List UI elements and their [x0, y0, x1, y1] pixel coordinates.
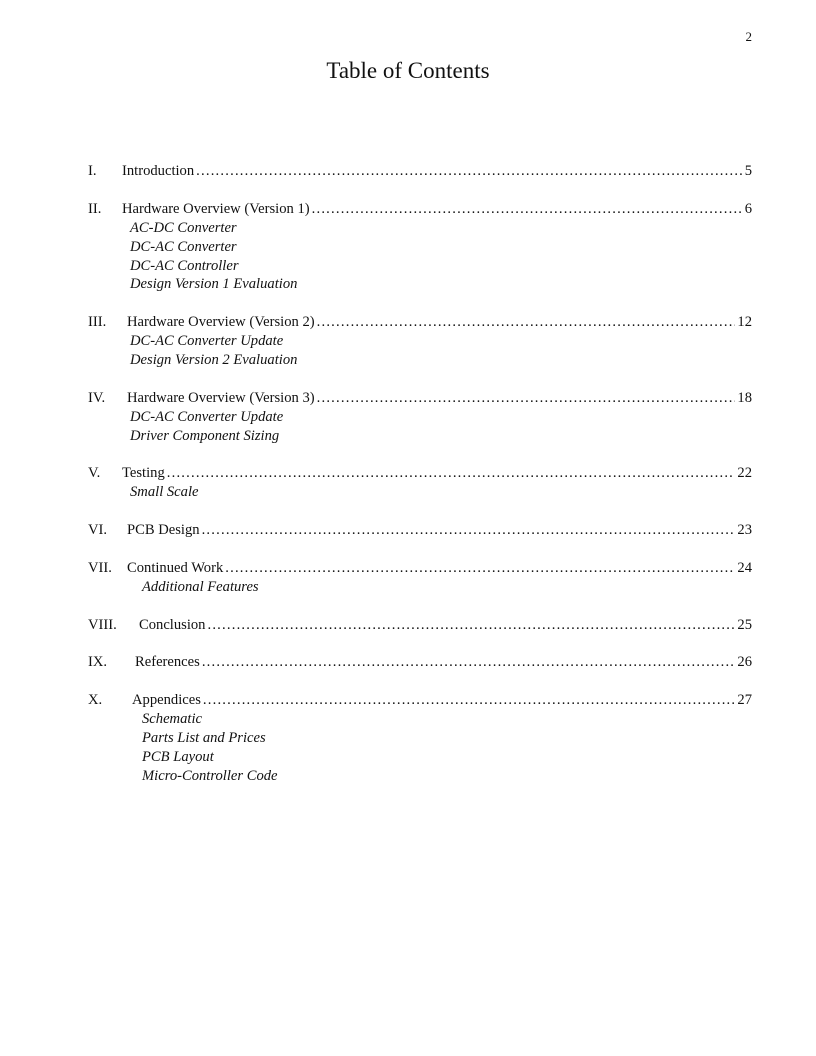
toc-section — [88, 653, 752, 672]
subsection-item[interactable]: Small Scale — [130, 484, 199, 501]
dot-leader — [207, 616, 735, 635]
subsection-item[interactable]: Schematic — [142, 711, 202, 728]
section-numeral: IX. — [88, 654, 108, 671]
section-page-number: 22 — [737, 465, 752, 482]
dot-leader — [167, 464, 736, 483]
toc-entry[interactable] — [88, 521, 752, 540]
section-page-number: 26 — [737, 654, 752, 671]
section-numeral: VIII. — [88, 616, 117, 633]
toc-entry[interactable] — [88, 389, 752, 408]
page-number: 2 — [745, 29, 752, 44]
section-title: Conclusion — [139, 616, 206, 633]
table-of-contents — [88, 162, 752, 805]
toc-section — [88, 691, 752, 786]
section-title: Hardware Overview (Version 2) — [127, 314, 315, 331]
dot-leader — [202, 653, 736, 672]
section-title: Appendices — [132, 692, 201, 709]
section-numeral: III. — [88, 314, 107, 331]
toc-section — [88, 200, 752, 295]
section-numeral: X. — [88, 692, 103, 709]
section-title: Continued Work — [127, 559, 224, 576]
toc-entry[interactable] — [88, 464, 752, 483]
toc-section — [88, 616, 752, 635]
toc-section — [88, 559, 752, 597]
section-numeral: IV. — [88, 389, 106, 406]
section-numeral: II. — [88, 200, 102, 217]
toc-entry[interactable] — [88, 559, 752, 578]
toc-entry[interactable] — [88, 313, 752, 332]
section-page-number: 5 — [744, 163, 752, 179]
section-page-number: 12 — [737, 314, 752, 331]
page-title: Table of Contents — [326, 58, 490, 83]
section-title: References — [135, 654, 200, 671]
subsection-item[interactable]: PCB Layout — [142, 748, 214, 765]
dot-leader — [317, 313, 736, 332]
toc-entry[interactable] — [88, 616, 752, 635]
toc-section — [88, 162, 752, 181]
section-page-number: 18 — [737, 389, 752, 406]
toc-entry[interactable] — [88, 653, 752, 672]
section-title: Hardware Overview (Version 1) — [122, 200, 310, 217]
toc-section — [88, 389, 752, 446]
subsection-item[interactable]: DC-AC Converter Update — [130, 408, 284, 425]
dot-leader — [225, 559, 735, 578]
toc-section — [88, 464, 752, 502]
section-title: PCB Design — [127, 522, 200, 539]
subsection-item[interactable]: Parts List and Prices — [142, 730, 266, 747]
subsection-item[interactable]: DC-AC Converter Update — [130, 333, 284, 350]
toc-entry[interactable] — [88, 200, 752, 219]
section-page-number: 24 — [737, 559, 752, 576]
section-page-number: 27 — [737, 692, 752, 709]
subsection-item[interactable]: DC-AC Controller — [130, 257, 239, 274]
subsection-item[interactable]: DC-AC Converter — [130, 238, 237, 255]
section-numeral: VI. — [88, 522, 108, 539]
section-title: Testing — [122, 465, 165, 482]
dot-leader — [202, 521, 736, 540]
section-page-number: 25 — [737, 616, 752, 633]
section-page-number: 23 — [737, 522, 752, 539]
dot-leader — [312, 200, 743, 219]
subsection-item[interactable]: Micro-Controller Code — [142, 767, 278, 784]
subsection-item[interactable]: Design Version 2 Evaluation — [130, 352, 298, 369]
section-numeral: V. — [88, 465, 101, 482]
toc-entry[interactable] — [88, 162, 752, 181]
subsection-item[interactable]: Additional Features — [142, 578, 259, 595]
toc-section — [88, 313, 752, 370]
section-numeral: VII. — [88, 559, 112, 576]
subsection-item[interactable]: Driver Component Sizing — [130, 427, 280, 444]
toc-section — [88, 521, 752, 540]
section-page-number: 6 — [744, 200, 752, 217]
toc-entry[interactable] — [88, 691, 752, 710]
dot-leader — [317, 389, 736, 408]
subsection-item[interactable]: AC-DC Converter — [130, 219, 237, 236]
dot-leader — [203, 691, 736, 710]
subsection-item[interactable]: Design Version 1 Evaluation — [130, 276, 298, 293]
section-numeral: I. — [88, 163, 97, 179]
dot-leader — [196, 162, 743, 181]
section-title: Hardware Overview (Version 3) — [127, 389, 315, 406]
section-title: Introduction — [122, 163, 195, 179]
